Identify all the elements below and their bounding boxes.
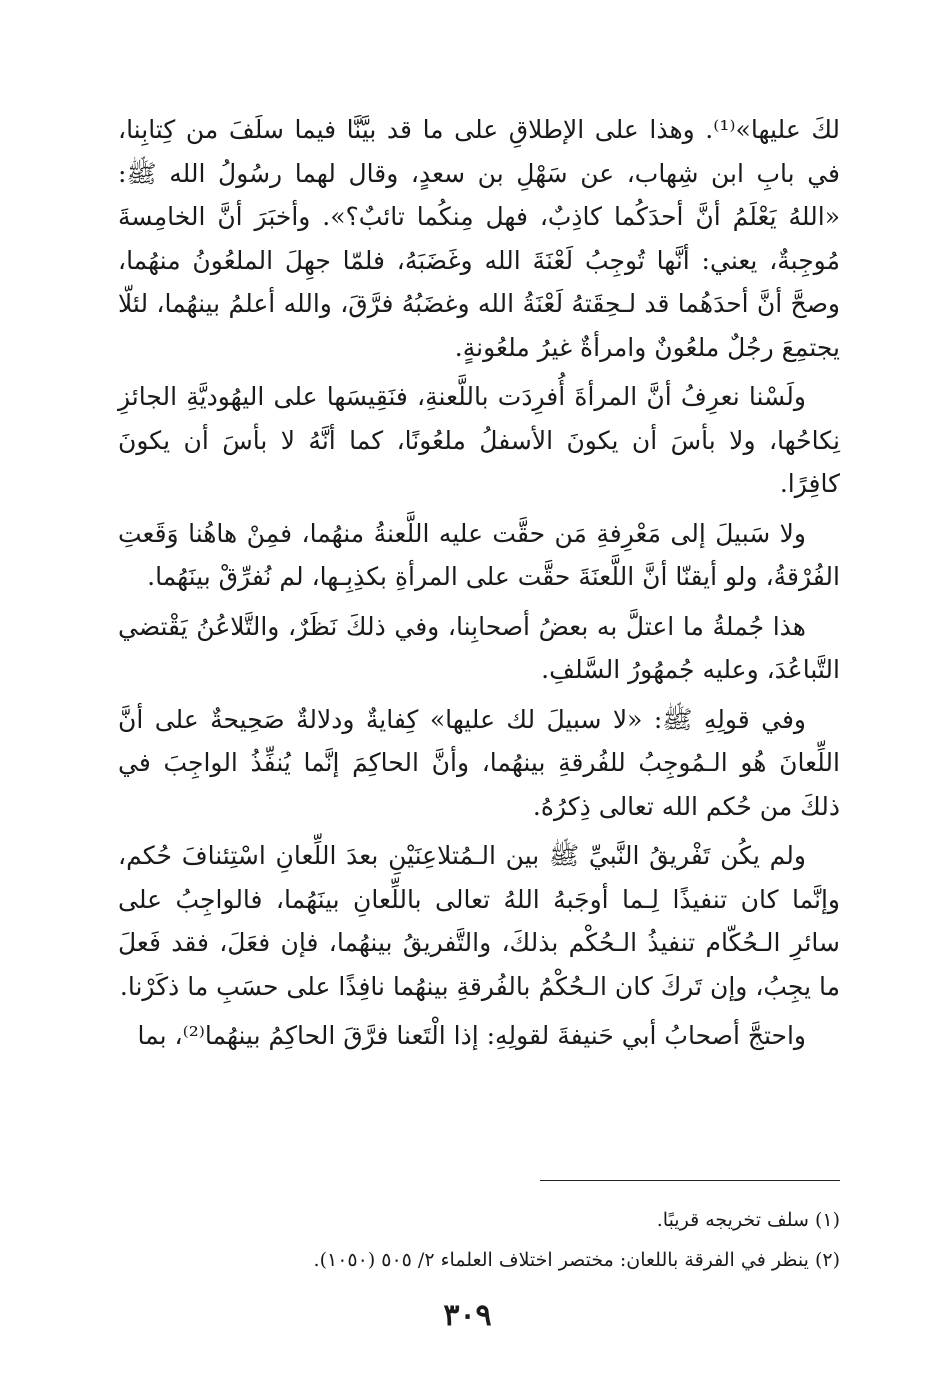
paragraph-7: واحتجَّ أصحابُ أبي حَنيفةَ لقولِهِ: إذا الْتَعنا فرَّقَ الحاكِمُ بينهُما⁽²⁾، بما xyxy=(137,1021,806,1050)
footnote-1: (١) سلف تخريجه قريبًا. xyxy=(656,1209,840,1231)
paragraph-2: ولَسْنا نعرِفُ أنَّ المرأةَ أُفرِدَت باللَّعنةِ، فنَقِيسَها على اليهُوديَّةِ الجائزِ نِكاحُها، ولا بأسَ أن يكونَ الأسفلُ ملعُونًا، كما أنَّهُ لا بأسَ أن يكونَ كافِرًا. xyxy=(118,382,840,498)
paragraph-4: هذا جُملةُ ما اعتلَّ به بعضُ أصحابِنا، وفي ذلكَ نَظَرٌ، والتَّلاعُنُ يَقْتضي التَّباعُدَ، وعليه جُمهُورُ السَّلفِ. xyxy=(118,611,840,684)
paragraph-6: ولم يكُن تَفْريقُ النَّبيِّ ﷺ بين الـمُتلاعِنَيْنِ بعدَ اللِّعانِ اسْتِئنافَ حُكم، وإنَّما كان تنفيذًا لِـما أوجَبهُ اللهُ تعالى باللِّعانِ بينَهُما، فالواجِبُ على سائرِ الـحُكّام تنفيذُ الـحُكْم بذلكَ، والتَّفريقُ بينهُما، فإن فعَلَ، فقد فَعلَ ما يجِبُ، وإن تَركَ كان الـحُكْمُ بالفُرقةِ بينهُما نافِذًا على حسَبِ ما ذكَرْنا. xyxy=(118,841,840,1001)
footnote-separator xyxy=(540,1180,840,1181)
page-number: ٣٠٩ xyxy=(443,1298,492,1333)
paragraph-3: ولا سَبيلَ إلى مَعْرِفةِ مَن حقَّت عليه اللَّعنةُ منهُما، فمِنْ هاهُنا وَقَعتِ الفُرْقةُ، ولو أيقنّا أنَّ اللَّعنَةَ حقَّت على المرأةِ بكذِبِـها، لم نُفرِّقْ بينَهُما. xyxy=(118,518,840,591)
footnote-2: (٢) ينظر في الفرقة باللعان: مختصر اختلاف العلماء ٢/ ٥٠٥ (١٠٥٠). xyxy=(313,1249,840,1271)
footnotes xyxy=(118,1202,840,1282)
paragraph-5: وفي قولِهِ ﷺ: «لا سبيلَ لك عليها» كِفايةٌ ودلالةٌ صَحِيحةٌ على أنَّ اللِّعانَ هُو الـمُوجِبُ للفُرقةِ بينهُما، وأنَّ الحاكِمَ إنَّما يُنفِّذُ الواجِبَ في ذلكَ من حُكم الله تعالى ذِكرُهُ. xyxy=(118,704,840,821)
main-text xyxy=(118,108,840,1064)
paragraph-1: لكَ عليها»⁽¹⁾. وهذا على الإطلاقِ على ما قد بيَّنَّا فيما سلَفَ من كِتابِنا، في بابِ ابن شِهاب، عن سَهْلِ بن سعدٍ، وقال لهما رسُولُ الله ﷺ: «اللهُ يَعْلَمُ أنَّ أحدَكُما كاذِبٌ، فهل مِنكُما تائبٌ؟». وأخبَرَ أنَّ الخامِسةَ مُوجِبةٌ، يعني: أنَّها تُوجِبُ لَعْنَةَ الله وغَضَبَهُ، فلمّا جهِلَ الملعُونُ منهُما، وصحَّ أنَّ أحدَهُما قد لـحِقَتهُ لَعْنَةُ الله وغضَبُهُ فرَّقَ، والله أعلمُ بينهُما، لئلّا يجتمِعَ رجُلٌ ملعُونٌ وامرأةٌ غيرُ ملعُونةٍ. xyxy=(118,115,841,362)
